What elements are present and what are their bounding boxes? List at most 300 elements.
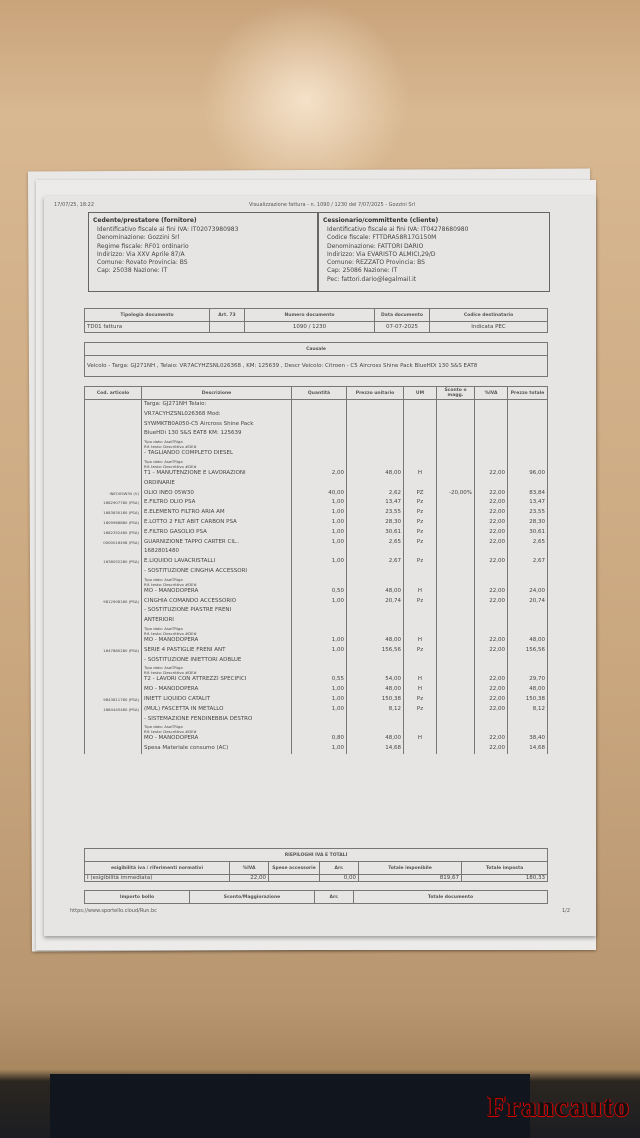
quantity: 1,00 [292,695,347,705]
unit-price [347,724,404,734]
unit-price: 2,65 [347,538,404,548]
line-total [508,577,548,587]
customer-line: Codice fiscale: FTTDRA58R17G150M [327,234,437,242]
vat-rate [475,420,508,430]
table-row [85,597,548,607]
vat-rate [475,567,508,577]
description: OLIO INEO 05W30 [142,489,292,499]
table-row [85,538,548,548]
line-total [508,547,548,557]
supplier-line: Regime fiscale: RF01 ordinario [97,242,189,250]
quantity: 1,00 [292,557,347,567]
article-code [85,675,142,685]
unit-price [347,439,404,449]
article-code [85,606,142,616]
line-total: 14,68 [508,744,548,754]
unit-price [347,479,404,489]
customer-line: Pec: fattori.dario@legalmail.it [327,275,417,283]
description: MO - MANODOPERA [142,636,292,646]
unit-price: 48,00 [347,636,404,646]
description-note: Rif. testo: Descrittivo #DE# [144,729,197,735]
table-row [85,518,548,528]
article-code [85,685,142,695]
quantity [292,479,347,489]
summary-col-rounding: Arr. [320,862,359,875]
summary-col-vat: %IVA [230,862,269,875]
unit-price [347,626,404,636]
description-note: Tipo dato: AswTRiga [144,724,183,730]
discount [437,429,475,439]
unit-measure [404,449,437,459]
vat-rate: 22,00 [475,597,508,607]
unit-price [347,449,404,459]
table-row [85,459,548,469]
page-number: 1/2 [562,908,571,914]
unit-measure: Pz [404,528,437,538]
table-row [85,606,548,616]
description: - SOSTITUZIONE INIETTORI ADBLUE [142,656,292,666]
line-total: 156,56 [508,646,548,656]
article-code [85,410,142,420]
article-code [85,626,142,636]
vat-rate: 22,00 [475,518,508,528]
table-row [85,528,548,538]
quantity: 1,00 [292,705,347,715]
discount [437,498,475,508]
doc-date: 07-07-2025 [375,322,430,333]
table-row [85,636,548,646]
table-row [85,508,548,518]
unit-measure [404,420,437,430]
article-code [85,479,142,489]
vat-rate: 22,00 [475,675,508,685]
article-code: 1682907780 (PSA) [85,498,142,508]
description: MO - MANODOPERA [142,734,292,744]
description: E.ELEMENTO FILTRO ARIA AM [142,508,292,518]
unit-price [347,577,404,587]
quantity: 0,50 [292,587,347,597]
article-code: 9812908180 (PSA) [85,597,142,607]
table-row [85,449,548,459]
table-row [85,410,548,420]
vat-rate: 22,00 [475,489,508,499]
col-vat: %IVA [475,387,508,400]
customer-box [318,212,550,292]
unit-price [347,429,404,439]
doc-number-header: Numero documento [245,309,375,322]
article-code: INEO05W30 (V) [85,489,142,499]
discount [437,695,475,705]
quantity [292,606,347,616]
quantity [292,547,347,557]
discount [437,685,475,695]
description: E.FILTRO OLIO PSA [142,498,292,508]
discount [437,616,475,626]
article-code: 9843811780 (PSA) [85,695,142,705]
supplier-box [88,212,318,292]
doc-date-header: Data documento [375,309,430,322]
vat-rate: 22,00 [475,744,508,754]
line-total [508,449,548,459]
unit-price [347,547,404,557]
line-total [508,606,548,616]
quantity [292,567,347,577]
article-code [85,636,142,646]
doc-type: TD01 fattura [85,322,210,333]
discount [437,449,475,459]
table-row [85,734,548,744]
description: SYWMKTB0A050-C5 Aircross Shine Pack [142,420,292,430]
summary-accessory [269,875,320,882]
unit-price: 28,30 [347,518,404,528]
discount [437,715,475,725]
line-total: 28,30 [508,518,548,528]
unit-price [347,567,404,577]
article-code: 1609966880 (PSA) [85,518,142,528]
unit-measure [404,616,437,626]
discount [437,528,475,538]
supplier-line: Indirizzo: Via XXV Aprile 87/A [97,250,185,258]
vat-rate: 22,00 [475,508,508,518]
summary-rounding: 0,00 [320,875,359,882]
description-note: Rif. testo: Descrittivo #DE# [144,670,197,676]
quantity: 40,00 [292,489,347,499]
unit-price: 54,00 [347,675,404,685]
vat-rate: 22,00 [475,636,508,646]
vat-rate [475,410,508,420]
unit-measure: H [404,734,437,744]
table-row [85,685,548,695]
description: E.LIQUIDO LAVACRISTALLI [142,557,292,567]
discount [437,606,475,616]
quantity [292,459,347,469]
table-row [85,577,548,587]
article-code [85,616,142,626]
unit-measure [404,656,437,666]
article-code [85,665,142,675]
unit-measure [404,479,437,489]
table-row [85,665,548,675]
table-row [85,557,548,567]
document-total-header: Totale documento [354,891,548,904]
unit-measure [404,577,437,587]
line-total [508,459,548,469]
vat-rate [475,439,508,449]
quantity: 1,00 [292,518,347,528]
invoice-page [44,196,596,936]
unit-measure: H [404,636,437,646]
line-total: 30,61 [508,528,548,538]
discount [437,577,475,587]
description-note: Tipo dato: AswTRiga [144,665,183,671]
line-total [508,429,548,439]
table-row [85,400,548,410]
article-code: 1647880280 (PSA) [85,646,142,656]
vat-rate: 22,00 [475,557,508,567]
table-row [85,626,548,636]
description [142,724,292,734]
unit-measure: Pz [404,498,437,508]
line-total: 24,00 [508,587,548,597]
vat-rate [475,715,508,725]
line-total [508,665,548,675]
supplier-line: Denominazione: Gozzini Srl [97,234,180,242]
unit-price [347,616,404,626]
unit-price [347,656,404,666]
table-row [85,715,548,725]
unit-measure [404,744,437,754]
unit-price [347,715,404,725]
supplier-line: Comune: Rovato Provincia: BS [97,259,188,267]
vat-rate: 22,00 [475,685,508,695]
table-row [85,744,548,754]
description: - SOSTITUZIONE PIASTRE FRENI [142,606,292,616]
unit-measure [404,400,437,410]
col-unit-price: Prezzo unitario [347,387,404,400]
invoice-lines-body [85,400,548,754]
unit-price [347,665,404,675]
discount [437,400,475,410]
quantity: 1,00 [292,528,347,538]
vat-rate [475,449,508,459]
description-note: Rif. testo: Descrittivo #DE# [144,581,197,587]
summary-vat: 22,00 [230,875,269,882]
article-code [85,724,142,734]
col-um: UM [404,387,437,400]
quantity: 1,00 [292,538,347,548]
description: INIETT LIQUIDO CATALIT [142,695,292,705]
summary-taxable: 819,67 [359,875,462,882]
table-row [85,646,548,656]
unit-measure [404,567,437,577]
table-row [85,429,548,439]
description [142,665,292,675]
discount [437,675,475,685]
unit-measure [404,715,437,725]
unit-measure: H [404,685,437,695]
quantity [292,400,347,410]
unit-measure: H [404,675,437,685]
supplier-line: Cap: 25038 Nazione: IT [97,267,168,275]
unit-measure: Pz [404,538,437,548]
discount [437,734,475,744]
customer-line: Identificativo fiscale ai fini IVA: IT04278680980 [327,226,469,233]
article-code [85,577,142,587]
line-total: 83,84 [508,489,548,499]
discount [437,626,475,636]
col-discount: Sconto o magg. [437,387,475,400]
unit-measure [404,547,437,557]
unit-price: 2,67 [347,557,404,567]
article-code [85,656,142,666]
unit-price: 48,00 [347,734,404,744]
unit-price: 13,47 [347,498,404,508]
table-row [85,675,548,685]
line-total [508,626,548,636]
unit-measure: Pz [404,695,437,705]
discount [437,705,475,715]
description: - TAGLIANDO COMPLETO DIESEL [142,449,292,459]
discount [437,656,475,666]
article-code [85,449,142,459]
quantity [292,715,347,725]
unit-price [347,606,404,616]
quantity [292,577,347,587]
line-total: 13,47 [508,498,548,508]
quantity [292,439,347,449]
unit-measure [404,606,437,616]
discount [437,518,475,528]
discount [437,646,475,656]
discount [437,410,475,420]
description: Spesa Materiale consumo (AC) [142,744,292,754]
art73 [210,322,245,333]
description-note: Rif. testo: Descrittivo #DE# [144,463,197,469]
unit-price: 156,56 [347,646,404,656]
unit-price: 14,68 [347,744,404,754]
description: - SOSTITUZIONE CINGHIA ACCESSORI [142,567,292,577]
line-total: 23,55 [508,508,548,518]
description: VR7ACYHZSNL026368 Mod: [142,410,292,420]
quantity [292,410,347,420]
quantity [292,656,347,666]
article-code [85,744,142,754]
col-total: Prezzo totale [508,387,548,400]
description: T2 - LAVORI CON ATTREZZI SPECIFICI [142,675,292,685]
article-code [85,547,142,557]
unit-price: 23,55 [347,508,404,518]
article-code [85,567,142,577]
vat-rate: 22,00 [475,587,508,597]
quantity: 1,00 [292,685,347,695]
stamp-duty-header: Importo bollo [85,891,190,904]
summary-col-taxable: Totale imponibile [359,862,462,875]
quantity: 1,00 [292,508,347,518]
quantity [292,724,347,734]
unit-measure: Pz [404,646,437,656]
description [142,439,292,449]
summary-tax: 180,33 [462,875,548,882]
unit-price: 48,00 [347,587,404,597]
quantity [292,665,347,675]
vat-rate: 22,00 [475,498,508,508]
summary-heading: RIEPILOGHI IVA E TOTALI [85,849,548,862]
line-total: 8,12 [508,705,548,715]
col-description: Descrizione [142,387,292,400]
unit-measure [404,626,437,636]
unit-measure [404,459,437,469]
unit-price: 150,38 [347,695,404,705]
line-total [508,567,548,577]
unit-price: 48,00 [347,469,404,479]
unit-price [347,410,404,420]
description: E.FILTRO GASOLIO PSA [142,528,292,538]
description: E.LOTTO 2 FILT ABIT CARBON PSA [142,518,292,528]
supplier-heading: Cedente/prestatore (fornitore) [93,217,197,224]
unit-measure: PZ [404,489,437,499]
unit-price: 30,61 [347,528,404,538]
causale-text: Veicolo - Targa: GJ271NH , Telaio: VR7ACYHZSNL026368 , KM: 125639 , Descr Veicolo: Citroen - C5 Aircross Shine Pack BlueHDi 130 S&S EAT8 [85,356,548,377]
quantity: 0,80 [292,734,347,744]
customer-line: Cap: 25086 Nazione: IT [327,267,398,275]
page-header-title: Visualizzazione fattura - n. 1090 / 1230 del 7/07/2025 - Gozzini Srl [249,202,415,208]
supplier-line: Identificativo fiscale ai fini IVA: IT02073980983 [97,226,239,233]
quantity: 1,00 [292,597,347,607]
recipient-code-header: Codice destinatario [430,309,548,322]
unit-price: 48,00 [347,685,404,695]
line-total [508,400,548,410]
description: ORDINARIE [142,479,292,489]
vat-summary-table [84,848,548,882]
article-code [85,459,142,469]
description [142,577,292,587]
unit-measure: Pz [404,508,437,518]
table-row [85,489,548,499]
quantity [292,420,347,430]
discount [437,547,475,557]
article-code [85,469,142,479]
col-code: Cod. articolo [85,387,142,400]
vat-rate [475,724,508,734]
discount [437,420,475,430]
discount [437,459,475,469]
unit-measure: Pz [404,705,437,715]
quantity: 1,00 [292,498,347,508]
table-row [85,705,548,715]
vat-rate: 22,00 [475,734,508,744]
vat-rate: 22,00 [475,695,508,705]
unit-price: 8,12 [347,705,404,715]
unit-measure [404,429,437,439]
description: Targa: GJ271NH Telaio: [142,400,292,410]
unit-measure [404,439,437,449]
causale-table [84,342,548,377]
description: SERIE 4 PASTIGLIE FRENI ANT [142,646,292,656]
discount [437,479,475,489]
line-total [508,724,548,734]
unit-price: 2,62 [347,489,404,499]
discount [437,665,475,675]
discount [437,508,475,518]
discount [437,469,475,479]
unit-measure: Pz [404,597,437,607]
line-total: 150,38 [508,695,548,705]
table-row [85,616,548,626]
quantity: 1,00 [292,744,347,754]
table-row [85,479,548,489]
line-total: 48,00 [508,685,548,695]
article-code [85,400,142,410]
unit-measure: H [404,587,437,597]
article-code: 1682352480 (PSA) [85,528,142,538]
line-total: 29,70 [508,675,548,685]
line-total: 48,00 [508,636,548,646]
article-code: 1684445480 (PSA) [85,705,142,715]
table-row [85,587,548,597]
article-code: 1683830180 (PSA) [85,508,142,518]
table-row [85,439,548,449]
quantity [292,616,347,626]
description: - SISTEMAZIONE FENDINEBBIA DESTRO [142,715,292,725]
quantity: 0,55 [292,675,347,685]
description: T1 - MANUTENZIONE E LAVORAZIONI [142,469,292,479]
line-total [508,439,548,449]
description: MO - MANODOPERA [142,587,292,597]
vat-rate: 22,00 [475,646,508,656]
quantity: 2,00 [292,469,347,479]
unit-measure [404,724,437,734]
unit-price [347,400,404,410]
